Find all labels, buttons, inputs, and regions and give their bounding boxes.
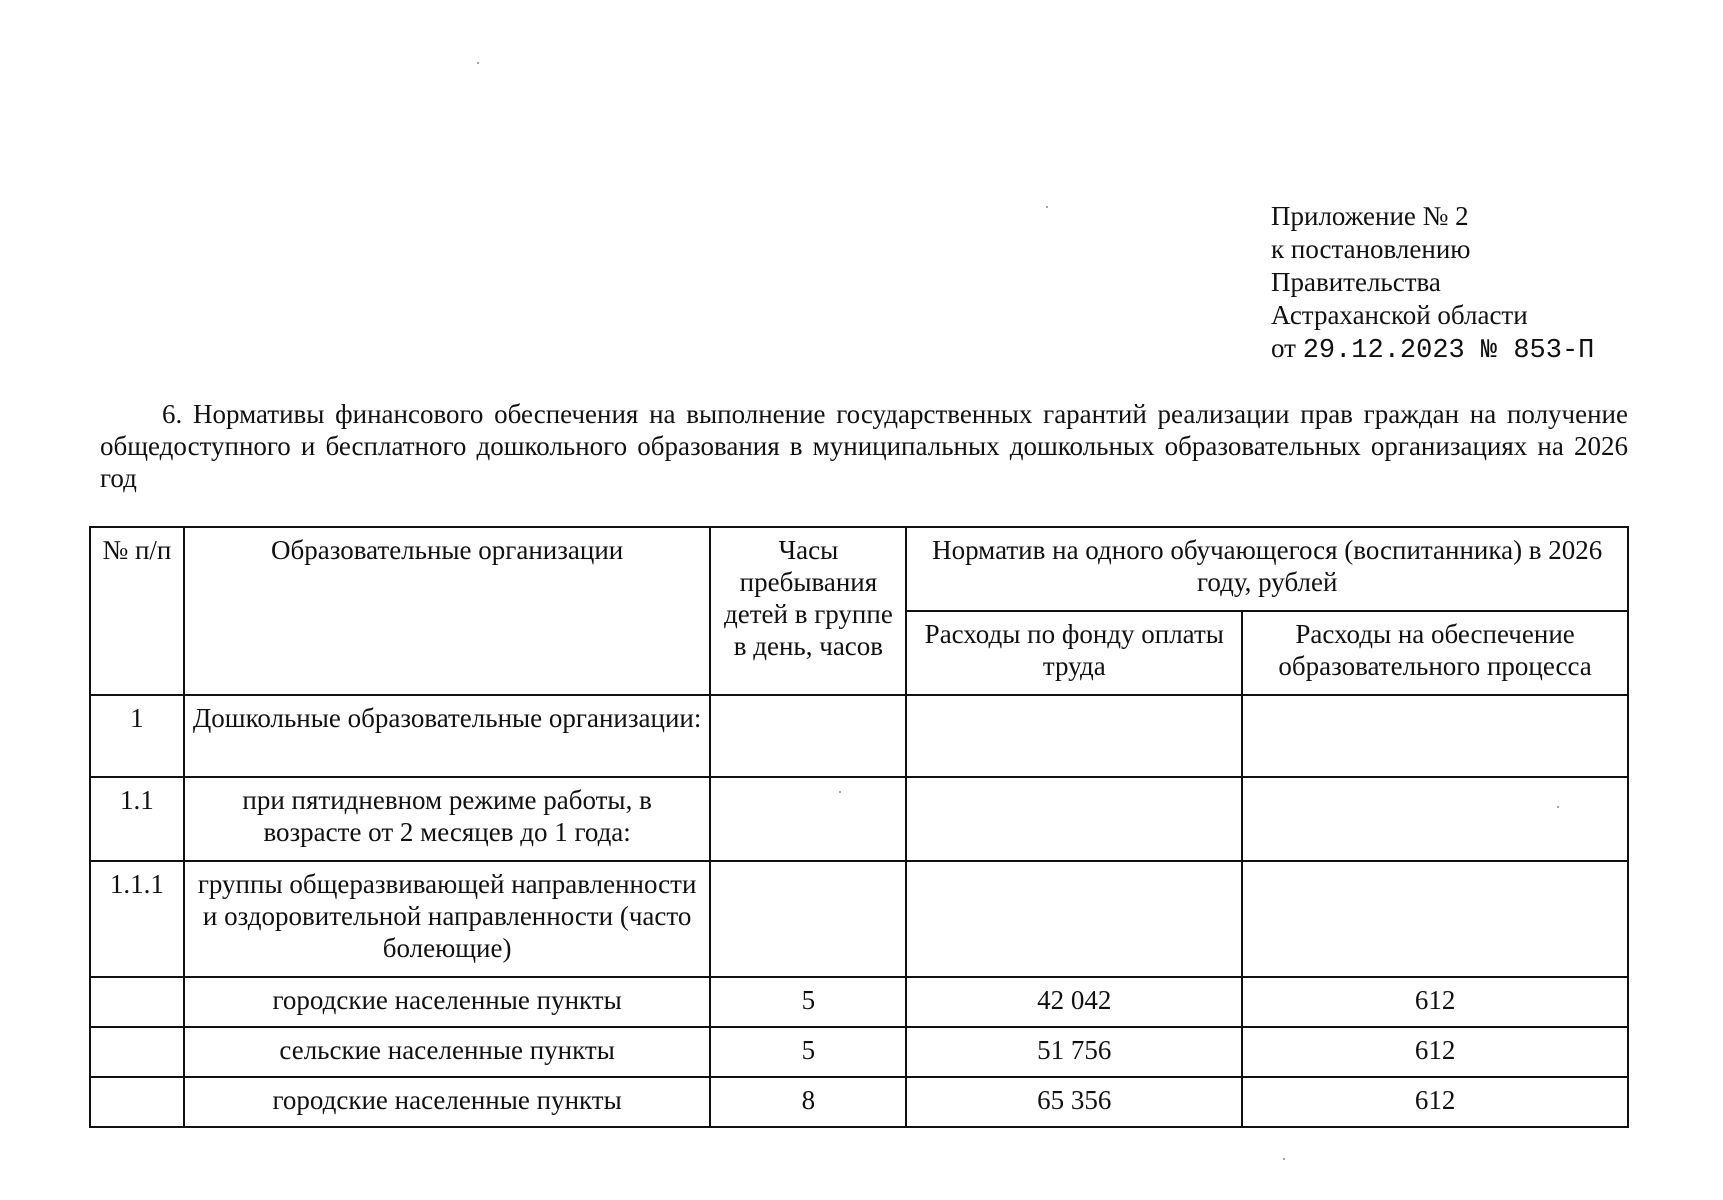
cell-num: 1.1	[90, 777, 184, 861]
scan-speck	[1283, 1158, 1285, 1160]
cell-hours	[710, 861, 906, 977]
scan-speck	[1557, 806, 1559, 808]
cell-num	[90, 977, 184, 1027]
header-norm: Норматив на одного обучающегося (воспитанника) в 2026 году, рублей	[906, 527, 1628, 611]
cell-org: сельские населенные пункты	[184, 1027, 711, 1077]
cell-hours	[710, 695, 906, 777]
cell-fot: 51 756	[906, 1027, 1242, 1077]
appendix-line-4: Астраханской области	[1271, 300, 1528, 330]
cell-org: городские населенные пункты	[184, 977, 711, 1027]
norms-table	[89, 526, 1629, 1128]
cell-edu: 612	[1242, 977, 1628, 1027]
scan-speck	[1046, 206, 1048, 208]
cell-num	[90, 1077, 184, 1127]
cell-edu: 612	[1242, 1077, 1628, 1127]
table-row	[90, 977, 1628, 1027]
cell-fot: 65 356	[906, 1077, 1242, 1127]
cell-hours: 8	[710, 1077, 906, 1127]
table-row	[90, 695, 1628, 777]
cell-hours: 5	[710, 1027, 906, 1077]
cell-edu	[1242, 861, 1628, 977]
scan-speck	[477, 62, 479, 64]
cell-num	[90, 1027, 184, 1077]
cell-num: 1.1.1	[90, 861, 184, 977]
cell-fot	[906, 861, 1242, 977]
header-org: Образовательные организации	[184, 527, 711, 695]
cell-fot	[906, 777, 1242, 861]
appendix-date-line	[1271, 332, 1594, 368]
cell-fot: 42 042	[906, 977, 1242, 1027]
header-num: № п/п	[90, 527, 184, 695]
header-hours: Часы пребывания детей в группе в день, часов	[710, 527, 906, 695]
appendix-block	[1271, 200, 1594, 368]
scan-speck	[839, 791, 841, 793]
table-row	[90, 861, 1628, 977]
cell-num: 1	[90, 695, 184, 777]
cell-org: группы общеразвивающей направленности и оздоровительной направленности (часто болеющие)	[184, 861, 711, 977]
cell-org: городские населенные пункты	[184, 1077, 711, 1127]
cell-fot	[906, 695, 1242, 777]
table-header-row	[90, 527, 1628, 611]
cell-edu	[1242, 777, 1628, 861]
appendix-line-3: Правительства	[1271, 267, 1441, 297]
appendix-date-number: 29.12.2023 № 853-П	[1302, 336, 1595, 366]
cell-edu: 612	[1242, 1027, 1628, 1077]
appendix-date-prefix: от	[1271, 333, 1296, 363]
appendix-line-1: Приложение № 2	[1271, 201, 1469, 231]
header-edu: Расходы на обеспечение образовательного процесса	[1242, 611, 1628, 695]
cell-org: при пятидневном режиме работы, в возрасте от 2 месяцев до 1 года:	[184, 777, 711, 861]
appendix-line-2: к постановлению	[1271, 234, 1471, 264]
cell-hours	[710, 777, 906, 861]
cell-org: Дошкольные образовательные организации:	[184, 695, 711, 777]
section-heading: 6. Нормативы финансового обеспечения на выполнение государственных гарантий реализации прав граждан на получение общедоступного и бесплатного дошкольного образования в муниципальных дошкольных образовательных организациях на 2026 год	[100, 399, 1628, 493]
table-row	[90, 1027, 1628, 1077]
cell-edu	[1242, 695, 1628, 777]
header-fot: Расходы по фонду оплаты труда	[906, 611, 1242, 695]
cell-hours: 5	[710, 977, 906, 1027]
table-row	[90, 777, 1628, 861]
table-row	[90, 1077, 1628, 1127]
